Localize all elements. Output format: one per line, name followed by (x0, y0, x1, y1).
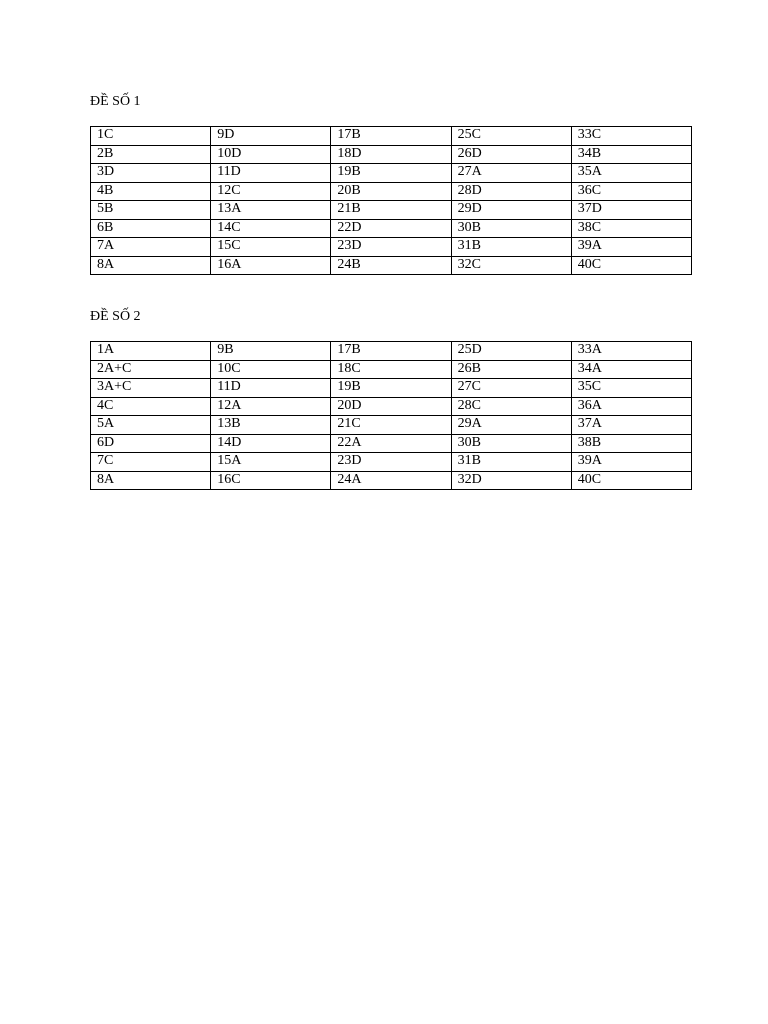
answer-cell: 1C (91, 127, 211, 146)
answer-cell: 35C (571, 379, 691, 398)
answer-cell: 12C (211, 182, 331, 201)
answer-cell: 29A (451, 416, 571, 435)
answer-cell: 18D (331, 145, 451, 164)
answer-cell: 4C (91, 397, 211, 416)
answer-cell: 4B (91, 182, 211, 201)
answer-table (90, 341, 692, 490)
answer-cell: 22D (331, 219, 451, 238)
answer-table (90, 126, 692, 275)
answer-cell: 14C (211, 219, 331, 238)
answer-key-section-2 (90, 308, 692, 490)
answer-cell: 5B (91, 201, 211, 220)
answer-cell: 2A+C (91, 360, 211, 379)
answer-cell: 21C (331, 416, 451, 435)
answer-cell: 26B (451, 360, 571, 379)
answer-cell: 16A (211, 256, 331, 275)
table-row (91, 256, 692, 275)
table-row (91, 360, 692, 379)
answer-cell: 9D (211, 127, 331, 146)
table-row (91, 238, 692, 257)
answer-cell: 23D (331, 453, 451, 472)
answer-cell: 32D (451, 471, 571, 490)
answer-cell: 20D (331, 397, 451, 416)
answer-cell: 34B (571, 145, 691, 164)
answer-cell: 40C (571, 471, 691, 490)
answer-cell: 15A (211, 453, 331, 472)
answer-cell: 33C (571, 127, 691, 146)
answer-cell: 18C (331, 360, 451, 379)
answer-cell: 27C (451, 379, 571, 398)
answer-cell: 15C (211, 238, 331, 257)
table-row (91, 397, 692, 416)
answer-cell: 12A (211, 397, 331, 416)
answer-cell: 25D (451, 342, 571, 361)
answer-cell: 2B (91, 145, 211, 164)
answer-cell: 23D (331, 238, 451, 257)
answer-cell: 34A (571, 360, 691, 379)
answer-cell: 28D (451, 182, 571, 201)
table-row (91, 379, 692, 398)
answer-cell: 11D (211, 379, 331, 398)
answer-cell: 38C (571, 219, 691, 238)
table-row (91, 164, 692, 183)
answer-cell: 5A (91, 416, 211, 435)
answer-cell: 35A (571, 164, 691, 183)
answer-cell: 31B (451, 453, 571, 472)
answer-cell: 7A (91, 238, 211, 257)
answer-cell: 10C (211, 360, 331, 379)
answer-cell: 13B (211, 416, 331, 435)
table-row (91, 342, 692, 361)
table-row (91, 219, 692, 238)
answer-cell: 6D (91, 434, 211, 453)
table-row (91, 416, 692, 435)
answer-cell: 27A (451, 164, 571, 183)
answer-cell: 37D (571, 201, 691, 220)
table-row (91, 471, 692, 490)
answer-cell: 6B (91, 219, 211, 238)
table-row (91, 182, 692, 201)
answer-cell: 17B (331, 127, 451, 146)
answer-cell: 3A+C (91, 379, 211, 398)
answer-cell: 13A (211, 201, 331, 220)
answer-cell: 16C (211, 471, 331, 490)
answer-cell: 19B (331, 164, 451, 183)
answer-cell: 25C (451, 127, 571, 146)
answer-cell: 29D (451, 201, 571, 220)
answer-cell: 30B (451, 434, 571, 453)
answer-cell: 9B (211, 342, 331, 361)
answer-cell: 24A (331, 471, 451, 490)
answer-cell: 17B (331, 342, 451, 361)
table-row (91, 201, 692, 220)
answer-cell: 39A (571, 238, 691, 257)
table-row (91, 434, 692, 453)
answer-cell: 30B (451, 219, 571, 238)
answer-cell: 39A (571, 453, 691, 472)
answer-key-section-1 (90, 93, 692, 275)
answer-cell: 19B (331, 379, 451, 398)
answer-cell: 21B (331, 201, 451, 220)
answer-cell: 36A (571, 397, 691, 416)
answer-cell: 24B (331, 256, 451, 275)
answer-cell: 1A (91, 342, 211, 361)
answer-cell: 22A (331, 434, 451, 453)
answer-cell: 20B (331, 182, 451, 201)
answer-cell: 3D (91, 164, 211, 183)
answer-cell: 36C (571, 182, 691, 201)
section-title: ĐỀ SỐ 1 (90, 94, 141, 109)
answer-cell: 31B (451, 238, 571, 257)
answer-cell: 40C (571, 256, 691, 275)
answer-cell: 10D (211, 145, 331, 164)
answer-cell: 8A (91, 471, 211, 490)
answer-cell: 32C (451, 256, 571, 275)
answer-cell: 37A (571, 416, 691, 435)
answer-cell: 7C (91, 453, 211, 472)
table-row (91, 453, 692, 472)
answer-cell: 26D (451, 145, 571, 164)
table-row (91, 145, 692, 164)
section-title: ĐỀ SỐ 2 (90, 309, 141, 324)
answer-cell: 8A (91, 256, 211, 275)
answer-cell: 14D (211, 434, 331, 453)
table-row (91, 127, 692, 146)
answer-cell: 28C (451, 397, 571, 416)
answer-cell: 11D (211, 164, 331, 183)
answer-cell: 38B (571, 434, 691, 453)
answer-cell: 33A (571, 342, 691, 361)
